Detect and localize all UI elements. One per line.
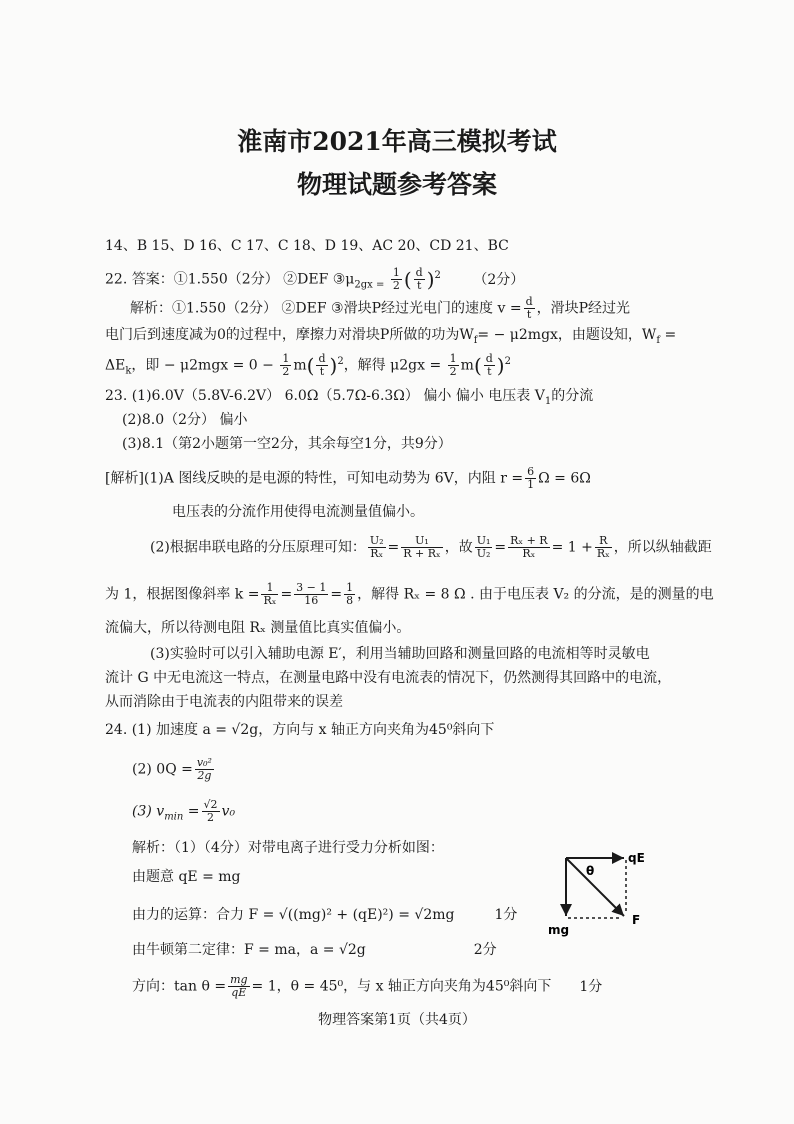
q24-answer-3: (3) $v_{min}$ = $\frac{√2}{2}$ v₀ (132, 798, 236, 824)
f-label: F (632, 913, 641, 927)
q23-analysis-line7: 流计 G 中无电流这一特点，在测量电路中没有电流表的情况下，仍然测得其回路中的电流， (105, 670, 672, 686)
choice-answers: 14、B 15、D 16、C 17、C 18、D 19、AC 20、CD 21、BC (105, 238, 509, 254)
q23-answer-line3: (3)8.1（第2小题第一空2分，其余每空1分，共9分） (122, 436, 452, 452)
page-subtitle: 物理试题参考答案 (296, 170, 497, 199)
q22-answer: 22. 答案：①1.550（2分） ②DEF $③\mu_{2gx =}$ $\frac{1}{2}$ ( $\frac{d}{t}$ )$^2$ （2分） (105, 266, 525, 293)
mg-label: mg (548, 923, 570, 937)
q24-answer-2: (2) 0Q = $\frac{\text{v₀²}}{2g}$ (132, 756, 212, 782)
q23-analysis-line2: 电压表的分流作用使得电流测量值偏小。 (172, 504, 424, 520)
q22-analysis-line2: 电门后到速度减为0的过程中，摩擦力对滑块P所做的功为$W_f= - \mu 2mgx$，由题设知，$W_f$ = (105, 327, 677, 346)
force-diagram (548, 848, 658, 938)
q23-answer-line2: (2)8.0（2分） 偏小 (122, 412, 248, 428)
theta-label: θ (586, 864, 595, 878)
q23-analysis-line8: 从而消除由于电流表的内阻带来的误差 (105, 694, 343, 710)
q24-analysis-5: 方向：tan θ = $\frac{mg}{qE}$ = 1，θ = 45⁰，与 x 轴正方向夹角为45⁰斜向下 1分 (132, 973, 603, 999)
page-footer: 物理答案第1页（共4页） (318, 1012, 476, 1028)
f-arrow (566, 858, 624, 916)
q23-answer-line1: 23. (1)6.0V（5.8V-6.2V） 6.0Ω（5.7Ω-6.3Ω） 偏小 偏小 电压表 $V_1$的分流 (105, 388, 594, 407)
q23-analysis-line3: (2)根据串联电路的分压原理可知： $\frac{\text{U₂}}{\text{Rₓ}}$ = $\frac{\text{U₁}}{\text{R + Rₓ}}$ ，故 $\frac{\text{U₁}}{\text{U₂}}$ = $\frac{\text{Rₓ + R}}{\text{Rₓ}}$ = 1 + $\frac{R}{\text{Rₓ}}$ ，所以纵轴截距 (150, 534, 712, 560)
q24-analysis-1: 解析：（1）（4分）对带电离子进行受力分析如图： (132, 840, 444, 856)
q23-analysis-line1: [解析](1)A 图线反映的是电源的特性，可知电动势为 6V，内阻 r = $\frac{6}{1}$ Ω = 6Ω (105, 465, 591, 491)
q23-analysis-line4: 为 1，根据图像斜率 k = $\frac{1}{\text{Rₓ}}$ = $\frac{3 - 1}{16}$ = $\frac{1}{8}$ ，解得 Rₓ = 8 Ω . 由于电压表 V₂ 的分流，是的测量的电 (105, 581, 714, 607)
q24-analysis-4: 由牛顿第二定律：F = ma，a = √2g 2分 (132, 942, 497, 958)
q24-analysis-3: 由力的运算：合力 F = √((mg)² + (qE)²) = √2mg 1分 (132, 907, 518, 923)
q23-analysis-line5: 流偏大，所以待测电阻 Rₓ 测量值比真实值偏小。 (105, 620, 411, 636)
q22-analysis-line1: 解析：①1.550（2分） ②DEF ③滑块P经过光电门的速度 v = $\frac{d}{t}$ ，滑块P经过光 (130, 295, 631, 321)
q24-analysis-2: 由题意 qE = mg (132, 869, 241, 885)
q22-analysis-line3: $\Delta E_k$，即 − μ2mgx = 0 − $\frac{1}{2}$ m( $\frac{d}{t}$ )$^2$，解得 μ2gx = $\frac{1}{2}$ m( $\frac{d}{t}$ )$^2$ (105, 352, 511, 379)
q24-answer-1: 24. (1) 加速度 a = √2g，方向与 x 轴正方向夹角为45⁰斜向下 (105, 722, 495, 738)
qe-label: qE (628, 851, 645, 865)
page-title: 淮南市2021年高三模拟考试 (237, 127, 557, 156)
q23-analysis-line6: (3)实验时可以引入辅助电源 E′，利用当辅助回路和测量回路的电流相等时灵敏电 (150, 646, 650, 662)
